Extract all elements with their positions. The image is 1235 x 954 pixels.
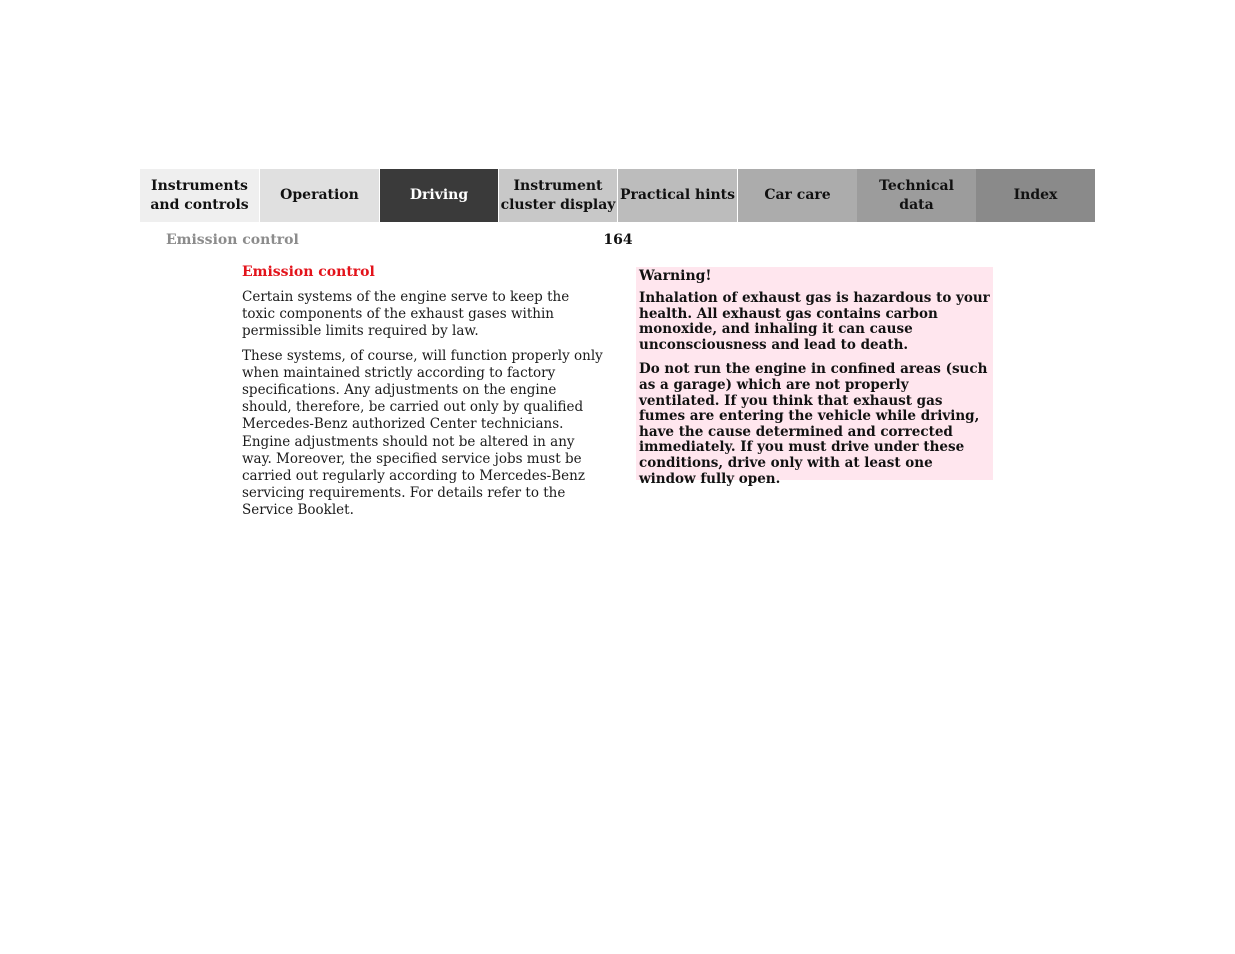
main-content bbox=[242, 263, 604, 527]
tab-instrument-cluster-display[interactable]: Instrument cluster display bbox=[499, 169, 618, 222]
section-title: Emission control bbox=[166, 232, 299, 248]
warning-box bbox=[636, 267, 993, 487]
warning-title: Warning! bbox=[639, 268, 712, 284]
tab-technical-data[interactable]: Technical data bbox=[857, 169, 976, 222]
tab-car-care[interactable]: Car care bbox=[738, 169, 857, 222]
tab-driving[interactable]: Driving bbox=[380, 169, 499, 222]
content-paragraph: Certain systems of the engine serve to keep the toxic components of the exhaust gases within permissible limits required by law. bbox=[242, 289, 570, 340]
content-paragraph: These systems, of course, will function properly only when maintained strictly according to factory specifications. Any adjustments on the engine should, therefore, be carried out only by qualified Mercedes-Benz authorized Center technicians. Engine adjustments should not be altered in any way. Moreover, the specified service jobs must be carried out regularly according to Mercedes-Benz servicing requirements. For details refer to the Service Booklet. bbox=[242, 347, 603, 519]
tab-instruments-and-controls[interactable]: Instruments and controls bbox=[140, 169, 260, 222]
tab-operation[interactable]: Operation bbox=[260, 169, 380, 222]
tab-practical-hints[interactable]: Practical hints bbox=[618, 169, 738, 222]
tab-index[interactable]: Index bbox=[976, 169, 1095, 222]
warning-paragraph: Inhalation of exhaust gas is hazardous to your health. All exhaust gas contains carbon monoxide, and inhaling it can cause unconsciousness and lead to death. bbox=[639, 290, 990, 353]
chapter-navigation bbox=[140, 169, 1095, 222]
content-heading: Emission control bbox=[242, 264, 375, 280]
warning-paragraph: Do not run the engine in confined areas (such as a garage) which are not properly ventilated. If you think that exhaust gas fumes are entering the vehicle while driving, have the cause determined and corrected immediately. If you must drive under these conditions, drive only with at least one window fully open. bbox=[639, 361, 988, 487]
page-number: 164 bbox=[603, 232, 633, 248]
